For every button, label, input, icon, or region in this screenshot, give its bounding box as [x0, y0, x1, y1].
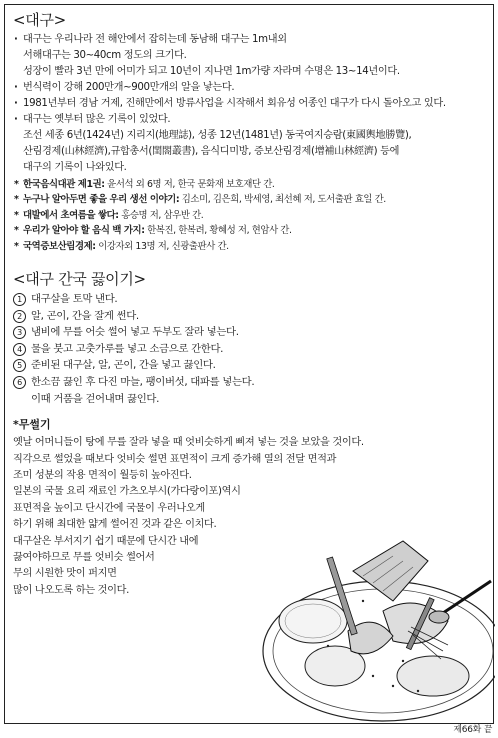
tip-line: 하기 위해 최대한 얇게 썰어진 것과 같은 이치다. [13, 519, 217, 531]
tip-line: 무의 시원한 맛이 퍼지면 [13, 568, 117, 580]
section-title: <대구 간국 끓이기> [13, 270, 146, 289]
step-number: 3 [13, 326, 26, 339]
tip-line: 조미 성분의 작용 면적이 월등히 높아진다. [13, 470, 192, 481]
fact-line: 대구의 기록이 나와있다. [23, 162, 127, 173]
reference-item [13, 208, 483, 223]
fact-line: · 1981년부터 경남 거제, 진해만에서 방류사업을 시작해서 회유성 어종인 대구가 다시 돌아오고 있다. [23, 98, 446, 109]
reference-title: 누구나 알아두면 좋을 우리 생선 이야기: [23, 194, 180, 206]
reference-item [13, 192, 483, 207]
recipe-step [13, 291, 483, 308]
fact-line: 조선 세종 6년(1424년) 지리지(地理誌), 성종 12년(1481년) 동국여지승람(東國輿地勝覽), [23, 130, 412, 141]
reference-title: 국역증보산림경제: [23, 240, 96, 252]
tip-line: 많이 나오도록 하는 것이다. [13, 584, 129, 596]
reference-detail: 이강자외 13명 저, 신광출판사 간. [95, 240, 229, 252]
reference-title: 한국음식대관 제1권: [23, 179, 105, 190]
reference-title: 우리가 알아야 할 음식 백 가지: [23, 225, 145, 237]
tip-line: 끓여야하므로 무를 엇비슷 썰어서 [13, 552, 155, 564]
step-text: 냄비에 무를 어슷 썰어 넣고 두부도 잘라 넣는다. [31, 326, 239, 339]
recipe-step [13, 357, 483, 374]
recipe-step [13, 374, 483, 407]
fact-line: · 대구는 옛부터 많은 기록이 있었다. [23, 114, 171, 125]
step-number: 6 [13, 376, 26, 389]
fact-item [13, 96, 483, 112]
reference-detail: 한복진, 한복려, 황혜성 저, 현암사 간. [144, 225, 292, 237]
step-text: 물을 붓고 고춧가루를 넣고 소금으로 간한다. [31, 342, 224, 355]
reference-detail: 홍승명 저, 삼우반 간. [118, 209, 204, 221]
recipe-step [13, 324, 483, 341]
reference-detail: 김소미, 김은희, 박세영, 최선혜 저, 도서출판 효일 간. [179, 194, 386, 206]
recipe-step [13, 308, 483, 325]
fact-line: · 번식력이 강해 200만개~900만개의 알을 낳는다. [23, 82, 235, 93]
fact-list [13, 32, 483, 176]
reference-list [13, 177, 483, 254]
recipe-step [13, 341, 483, 358]
fact-line: 성장이 빨라 3년 만에 어미가 되고 10년이 지나면 1m가량 자라며 수명은 13~14년이다. [23, 66, 400, 77]
fact-line: · 대구는 우리나라 전 해안에서 잡히는데 동남해 대구는 1m내외 [23, 34, 287, 45]
tip-title: *무썰기 [13, 418, 51, 432]
tip-line: 직각으로 썰었을 때보다 엇비슷 썰면 표면적이 크게 증가해 열의 전달 면적과 [13, 453, 337, 465]
recipe-page [4, 4, 494, 724]
reference-item [13, 239, 483, 254]
step-text: 알, 곤이, 간을 잘게 썬다. [31, 309, 139, 322]
step-number: 2 [13, 310, 26, 323]
reference-item [13, 177, 483, 192]
episode-footer: 제66화 끝 [453, 725, 492, 735]
stew-illustration [243, 501, 495, 727]
fact-item [13, 80, 483, 96]
fact-line: 서해대구는 30~40cm 정도의 크기다. [23, 50, 187, 61]
step-text: 준비된 대구살, 알, 곤이, 간을 넣고 끓인다. [31, 359, 216, 372]
step-text: 이때 거품을 걷어내며 끓인다. [31, 392, 160, 405]
fact-line: 산림경제(山林經濟),규합총서(閨閤叢書), 음식디미방, 증보산림경제(增補山林經濟) 등에 [23, 146, 400, 157]
step-number: 1 [13, 293, 26, 306]
step-text: 대구살을 토막 낸다. [31, 293, 118, 306]
section-title: <대구> [13, 11, 66, 29]
reference-detail: 윤서석 외 6명 저, 한국 문화재 보호재단 간. [104, 179, 275, 190]
tip-line: 표면적을 높이고 단시간에 국물이 우러나오게 [13, 502, 205, 514]
step-text: 한소끔 끓인 후 다진 마늘, 팽이버섯, 대파를 넣는다. [31, 376, 255, 388]
fact-item [13, 112, 483, 176]
tip-line: 옛날 어머니들이 탕에 무를 잘라 넣을 때 엇비슷하게 삐져 넣는 것을 보았을 것이다. [13, 437, 364, 449]
section-daegu [13, 11, 483, 254]
tip-line: 일본의 국물 요리 재료인 가츠오부시(가다랑이포)역시 [13, 486, 241, 498]
reference-item [13, 223, 483, 238]
step-number: 5 [13, 359, 26, 372]
reference-title: 대발에서 초여름을 쌓다: [23, 209, 119, 221]
step-number: 4 [13, 343, 26, 356]
tip-line: 대구살은 부서지기 쉽기 때문에 단시간 내에 [13, 535, 199, 547]
fact-item [13, 32, 483, 80]
step-list [13, 291, 483, 407]
